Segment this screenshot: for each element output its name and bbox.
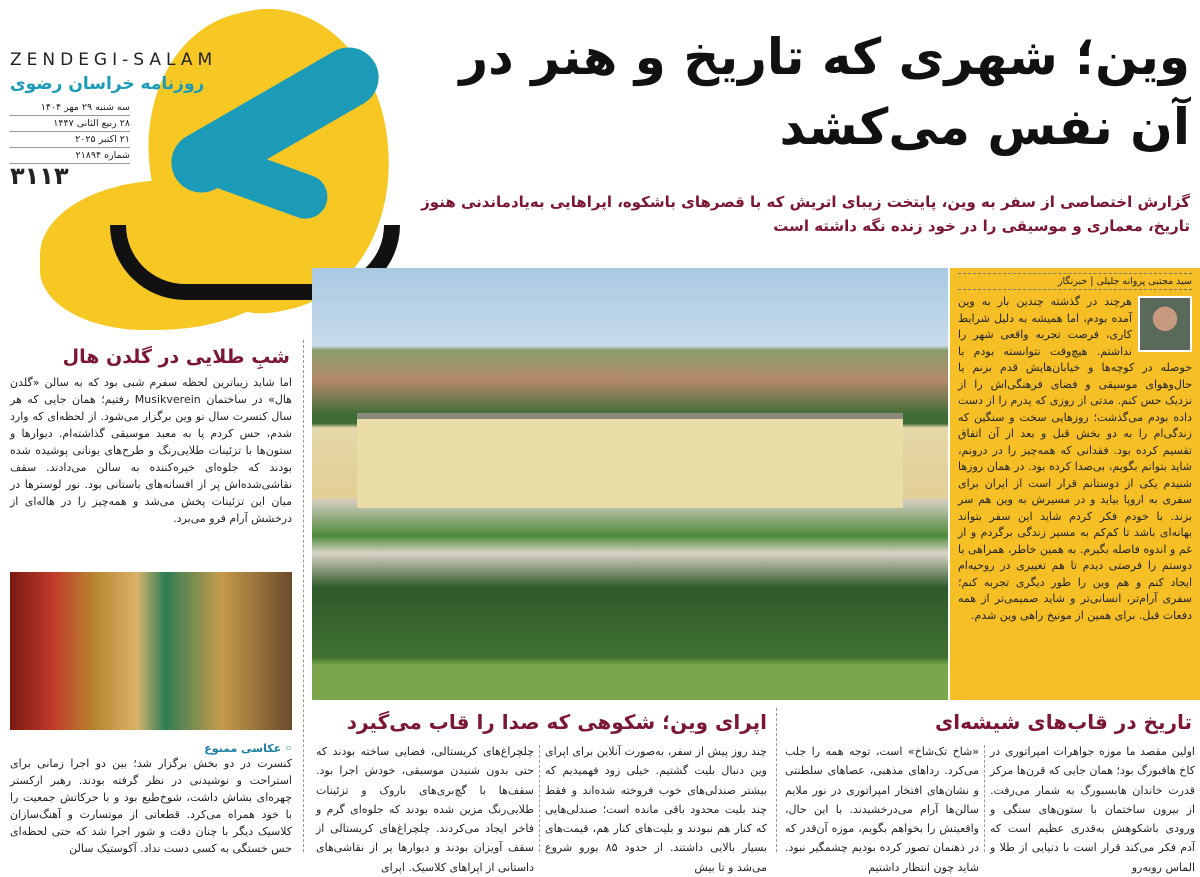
left-story-title: شبِ طلایی در گلدن هال (62, 346, 290, 368)
history-col-2: «شاخ تک‌شاخ» است، توجه همه را جلب می‌کرد. رداهای مذهبی، عصاهای سلطنتی و نشان‌های افتخار امپراتوری در نور ملایم سالن‌ها آرام می‌درخشیدند. با این حال، واقعیتش را بخواهم بگویم، موزه آن‌قدر که در ذهنمان تصور کرده بودیم چشمگیر نبود. شاید چون انتظار داشتیم (785, 745, 979, 874)
left-story-text: اما شاید زیباترین لحظه سفرم شبی بود که به سالن «گلدن هال» در ساختمان Musikverein رفتیم؛ همان جایی که هر سال کنسرت سال نو وین برگزار می‌شود. از لحظه‌ای که وارد شدم، حس کردم پا به معبد موسیقی گذاشته‌ام. دیوارها و ستون‌ها با تزئینات طلایی‌رنگ و طرح‌های یونانی پوشیده شده بودند که جلوه‌ای خیره‌کننده به سالن می‌دادند. سقف نقاشی‌شده‌اش پر از افسانه‌های باستانی بود. نور لوسترها در میان این تزئینات پخش می‌شد و همه‌چیز را در هاله‌ای از درخشش آرام فرو می‌برد. (10, 376, 292, 525)
date-hijri: ۲۸ ربیع الثانی ۱۴۴۷ (10, 116, 130, 132)
opera-col-1: چند روز پیش از سفر، به‌صورت آنلاین برای اپرای وین دنبال بلیت گشتیم. خیلی زود فهمیدیم که بیشتر صندلی‌های خوب فروخته شده‌اند و فقط چند بلیت محدود باقی مانده است؛ صندلی‌هایی که کنار هم نبودند و بلیت‌های کنار هم، قیمت‌های بسیار بالایی داشتند. از حدود ۸۵ یورو شروع می‌شد و تا بیش (545, 745, 767, 874)
page-issue: ۳۱۱۳ (10, 162, 69, 190)
divider (539, 745, 540, 852)
left-story (0, 342, 300, 527)
main-photo-palace (312, 268, 948, 700)
subhead-label: عکاسی ممنوع (204, 742, 282, 755)
subhead (10, 742, 292, 755)
palace-shape (357, 413, 903, 508)
history-title: تاریخ در قاب‌های شیشه‌ای (934, 710, 1192, 734)
concert-photo (10, 572, 292, 730)
divider (776, 708, 777, 852)
sidebar-text: هرچند در گذشته چندین بار به وین آمده بودم، اما همیشه به دلیل شرایط کاری، فرصت تجربه واقعی شهر را نداشتم. هیچ‌وقت نتوانسته بودم با حوصله در کوچه‌ها و خیابان‌هایش قدم بزنم یا حال‌وهوای موسیقی و فضای فرهنگی‌اش را از نزدیک حس کنم. مدتی از روزی که پدرم را از دست داده بودم می‌گذشت؛ روزهایی سخت و سنگین که زندگی‌ام را به دو بخش قبل و بعد از آن اتفاق تقسیم کرده بود. فقدانی که همه‌چیز را در درونم، شاید بتوانم بگویم، بی‌صدا کرده بود. در همان روزها شنیدم یکی از دوستانم قرار است از ایران برای سفری به اروپا بیاید و در مسیرش به وین هم سر بزند. با خودم فکر کردم شاید این سفر بتواند بهانه‌ای باشد تا کم‌کم به مسیر زندگی برگردم و از غم و اندوه فاصله بگیرم. به همین خاطر، همراهی با دوستم را فرصتی دیدم تا هم تغییری در روحیه‌ام ایجاد کنم و هم وین را طور دیگری تجربه کنم؛ سفری آرام‌تر، انسانی‌تر و شاید صمیمی‌تر از همه دفعات قبل. برای همین از مونیخ راهی وین شدم. (958, 295, 1192, 622)
history-col-1: اولین مقصد ما موزه جواهرات امپراتوری در کاخ هافبورگ بود؛ همان جایی که قرن‌ها مرکز قدرت خاندان هابسبورگ به شمار می‌رفت. از بیرون ساختمان با ستون‌های سنگی و ورودی باشکوهش به‌قدری عظیم است که آدم فکر می‌کند قرار است با دنیایی از طلا و الماس روبه‌رو (990, 745, 1195, 874)
issue-number: شماره ۲۱۸۹۴ (10, 148, 130, 164)
divider (303, 340, 304, 852)
opera-col-2: چلچراغ‌های کریستالی، فضایی ساخته بودند که حتی بدون شنیدن موسیقی، خودش اجرا بود. سقف‌ها با گچ‌بری‌های باروک و تزئینات طلایی‌رنگ مزین شده بودند که جلوه‌ای گرم و فاخر ایجاد می‌کردند. چلچراغ‌های کریستالی از سقف آویزان بودند و دیوارها پر از نقاشی‌های داستانی از اپراهای کلاسیک. اپرای (316, 745, 534, 874)
headline-subtitle: گزارش اختصاصی از سفر به وین، پایتخت زیبای اتریش که با قصرهای باشکوه، اپراهایی به‌یادماندنی هنوز تاریخ، معماری و موسیقی را در خود زنده نگه داشته است (421, 193, 1190, 235)
author-avatar (1138, 296, 1192, 352)
headline-title: وین؛ شهری که تاریخ و هنر در آن نفس می‌کشد (459, 28, 1190, 156)
circle-icon: ◦ (281, 742, 292, 755)
byline: سید مجتبی پروانه جلیلی | خبرنگار (958, 273, 1192, 290)
date-persian: سه شنبه ۲۹ مهر ۱۴۰۴ (10, 100, 130, 116)
newspaper-name: روزنامه خراسان رضوی (10, 74, 205, 94)
left-subsection (10, 742, 292, 855)
sidebar-right (950, 268, 1200, 700)
divider (984, 745, 985, 852)
date-block (10, 100, 130, 164)
subsection-text: کنسرت در دو بخش برگزار شد؛ بین دو اجرا زمانی برای استراحت و نوشیدنی در نظر گرفته بودند. رهبر ارکستر چهره‌ای بشاش داشت، شوخ‌طبع بود و با حرکاتش جمعیت را با خود همراه می‌کرد. قطعاتی از موتسارت و آهنگ‌سازان کلاسیک دیگر با چنان دقت و شور اجرا شد که حتی لحظه‌ای حس خستگی به کسی دست نداد. آکوستیک سالن (10, 757, 292, 855)
opera-title: اپرای وین؛ شکوهی که صدا را قاب می‌گیرد (346, 710, 767, 734)
date-gregorian: ۲۱ اکتبر ۲۰۲۵ (10, 132, 130, 148)
brand-latin: ZENDEGI-SALAM (10, 50, 218, 70)
